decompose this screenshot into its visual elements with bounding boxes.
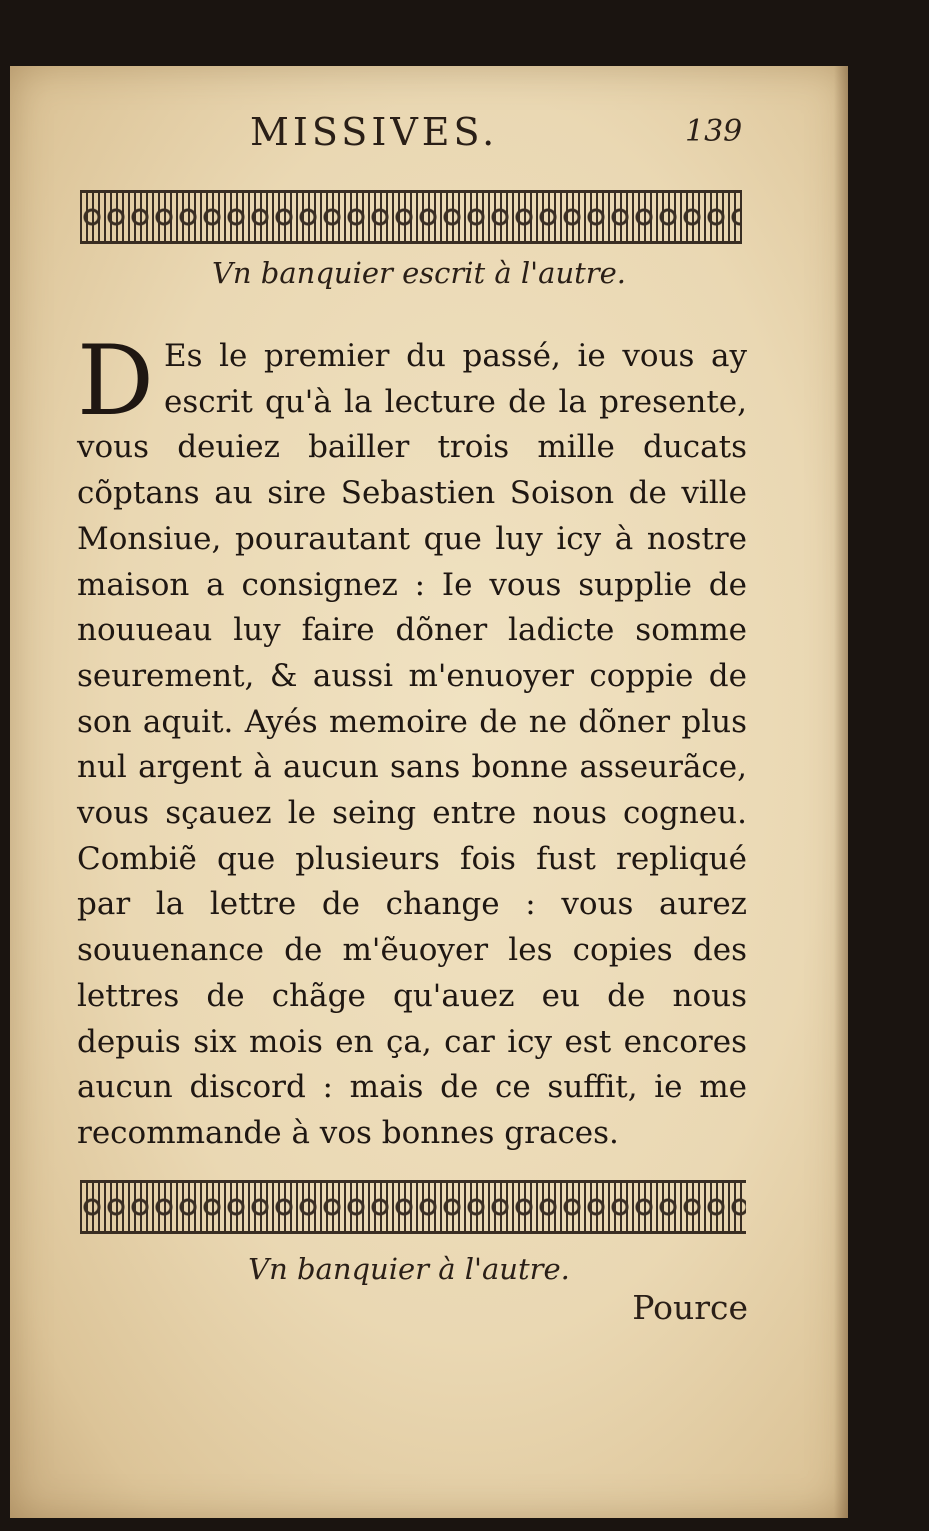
letter-heading: Vn banquier escrit à l'autre. [211,256,627,290]
letter-text: Es le premier du passé, ie vous ay escrit qu'à la lecture de la presente, vous deuiez bailler trois mille ducats cõptans au sire Sebastien Soison de ville Monsiue, pourautant que luy icy à nostre maison a consignez : Ie vous supplie de nouueau luy faire dõner ladicte somme seurement, & aussi m'enuoyer coppie de son aquit. Ayés memoire de ne dõner plus nul argent à aucun sans bonne asseurãce, vous sçauez le seing entre nous cogneu. Combiẽ que plusieurs fois fust repliqué par la lettre de change : vous aurez souuenance de m'ẽuoyer les copies des lettres de chãge qu'auez eu de nous depuis six mois en ça, car icy est encores aucun discord : mais de ce suffit, ie me recommande à vos bonnes graces. [77,338,747,1151]
page-number: 139 [685,114,743,149]
letter-body [77,325,747,1157]
ornament-band-bottom [80,1180,746,1234]
catchword: Pource [632,1288,748,1327]
drop-cap: D [77,325,154,437]
book-page [10,66,848,1518]
page-header [10,110,848,160]
running-title: MISSIVES. [250,110,499,154]
next-letter-heading: Vn banquier à l'autre. [248,1252,570,1286]
ornament-band-top [80,190,742,244]
